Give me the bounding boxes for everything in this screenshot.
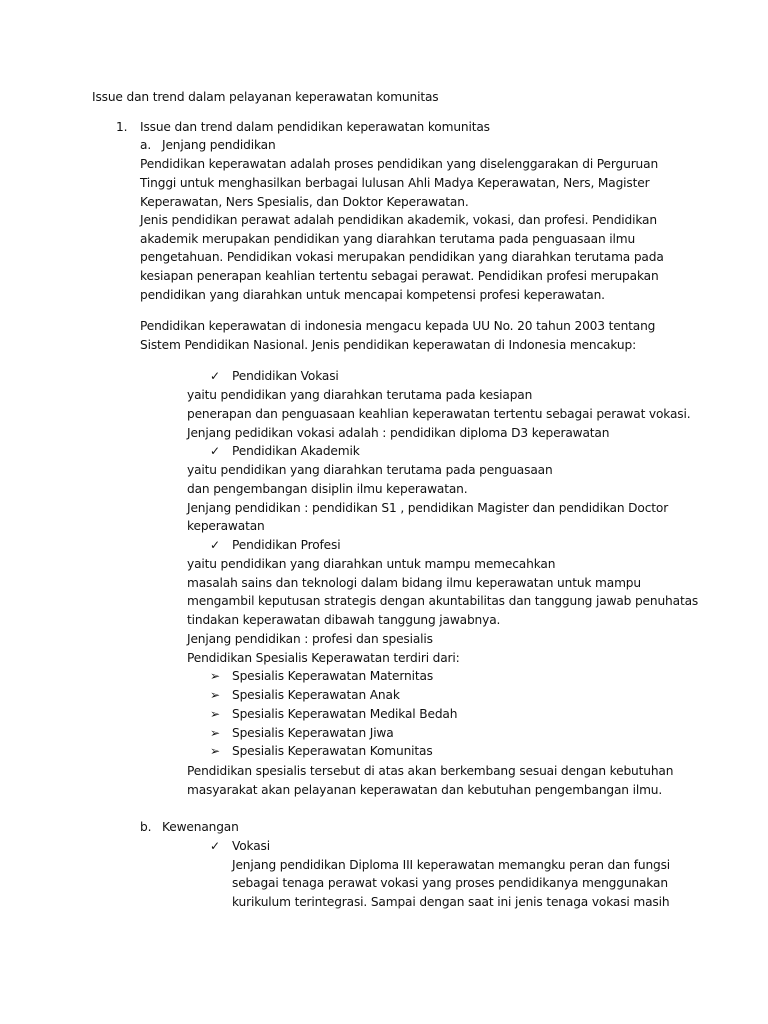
- paragraph-line: akademik merupakan pendidikan yang diarahkan terutama pada penguasaan ilmu: [140, 232, 636, 246]
- paragraph-line: Pendidikan keperawatan di indonesia mengacu kepada UU No. 20 tahun 2003 tentang: [140, 319, 656, 333]
- paragraph-line: dan pengembangan disiplin ilmu keperawatan.: [187, 482, 468, 496]
- arrow-bullet-icon: ➢: [210, 744, 221, 758]
- list-item: Spesialis Keperawatan Anak: [232, 688, 400, 702]
- paragraph-line: Pendidikan keperawatan adalah proses pendidikan yang diselenggarakan di Perguruan: [140, 157, 659, 171]
- subsection-a-heading: Jenjang pendidikan: [162, 138, 276, 152]
- subsection-b-heading: Kewenangan: [162, 820, 239, 834]
- paragraph-line: sebagai tenaga perawat vokasi yang proses pendidikanya menggunakan: [232, 876, 668, 890]
- paragraph-line: Jenjang pendidikan : pendidikan S1 , pendidikan Magister dan pendidikan Doctor: [187, 501, 669, 515]
- paragraph-line: Jenjang pendidikan Diploma III keperawatan memangku peran dan fungsi: [232, 858, 671, 872]
- list-item: Spesialis Keperawatan Jiwa: [232, 726, 394, 740]
- paragraph-line: Sistem Pendidikan Nasional. Jenis pendidikan keperawatan di Indonesia mencakup:: [140, 338, 637, 352]
- paragraph-line: mengambil keputusan strategis dengan akuntabilitas dan tanggung jawab penuhatas: [187, 594, 699, 608]
- bullet-heading-vokasi: Pendidikan Vokasi: [232, 369, 339, 383]
- paragraph-line: Jenjang pendidikan : profesi dan spesialis: [187, 632, 433, 646]
- paragraph-line: yaitu pendidikan yang diarahkan terutama pada kesiapan: [187, 388, 533, 402]
- paragraph-line: kurikulum terintegrasi. Sampai dengan saat ini jenis tenaga vokasi masih: [232, 895, 670, 909]
- subsection-b-marker: b.: [140, 820, 152, 834]
- section-heading: Issue dan trend dalam pendidikan keperawatan komunitas: [140, 120, 490, 134]
- paragraph-line: Tinggi untuk menghasilkan berbagai lulusan Ahli Madya Keperawatan, Ners, Magister: [140, 176, 650, 190]
- checkmark-icon: ✓: [210, 538, 221, 552]
- paragraph-line: Pendidikan Spesialis Keperawatan terdiri dari:: [187, 651, 460, 665]
- subsection-a-marker: a.: [140, 138, 152, 152]
- arrow-bullet-icon: ➢: [210, 726, 221, 740]
- paragraph-line: yaitu pendidikan yang diarahkan untuk mampu memecahkan: [187, 557, 556, 571]
- paragraph-line: Jenis pendidikan perawat adalah pendidikan akademik, vokasi, dan profesi. Pendidikan: [140, 213, 657, 227]
- paragraph-line: Keperawatan, Ners Spesialis, dan Doktor Keperawatan.: [140, 195, 469, 209]
- paragraph-line: Pendidikan spesialis tersebut di atas akan berkembang sesuai dengan kebutuhan: [187, 764, 674, 778]
- list-item: Spesialis Keperawatan Medikal Bedah: [232, 707, 458, 721]
- bullet-heading-profesi: Pendidikan Profesi: [232, 538, 341, 552]
- arrow-bullet-icon: ➢: [210, 669, 221, 683]
- checkmark-icon: ✓: [210, 444, 221, 458]
- paragraph-line: pendidikan yang diarahkan untuk mencapai kompetensi profesi keperawatan.: [140, 288, 605, 302]
- list-item: Spesialis Keperawatan Maternitas: [232, 669, 434, 683]
- paragraph-line: kesiapan penerapan keahlian tertentu sebagai perawat. Pendidikan profesi merupakan: [140, 269, 659, 283]
- checkmark-icon: ✓: [210, 369, 221, 383]
- paragraph-line: pengetahuan. Pendidikan vokasi merupakan pendidikan yang diarahkan terutama pada: [140, 250, 664, 264]
- bullet-heading-vokasi-b: Vokasi: [232, 839, 270, 853]
- arrow-bullet-icon: ➢: [210, 688, 221, 702]
- paragraph-line: yaitu pendidikan yang diarahkan terutama pada penguasaan: [187, 463, 553, 477]
- checkmark-icon: ✓: [210, 839, 221, 853]
- list-item: Spesialis Keperawatan Komunitas: [232, 744, 433, 758]
- paragraph-line: penerapan dan penguasaan keahlian keperawatan tertentu sebagai perawat vokasi.: [187, 407, 691, 421]
- arrow-bullet-icon: ➢: [210, 707, 221, 721]
- paragraph-line: Jenjang pedidikan vokasi adalah : pendidikan diploma D3 keperawatan: [187, 426, 610, 440]
- document-title: Issue dan trend dalam pelayanan keperawatan komunitas: [92, 90, 439, 104]
- paragraph-line: masalah sains dan teknologi dalam bidang ilmu keperawatan untuk mampu: [187, 576, 641, 590]
- paragraph-line: masyarakat akan pelayanan keperawatan dan kebutuhan pengembangan ilmu.: [187, 783, 663, 797]
- paragraph-line: tindakan keperawatan dibawah tanggung jawabnya.: [187, 613, 501, 627]
- bullet-heading-akademik: Pendidikan Akademik: [232, 444, 360, 458]
- paragraph-line: keperawatan: [187, 519, 265, 533]
- section-number: 1.: [116, 120, 128, 134]
